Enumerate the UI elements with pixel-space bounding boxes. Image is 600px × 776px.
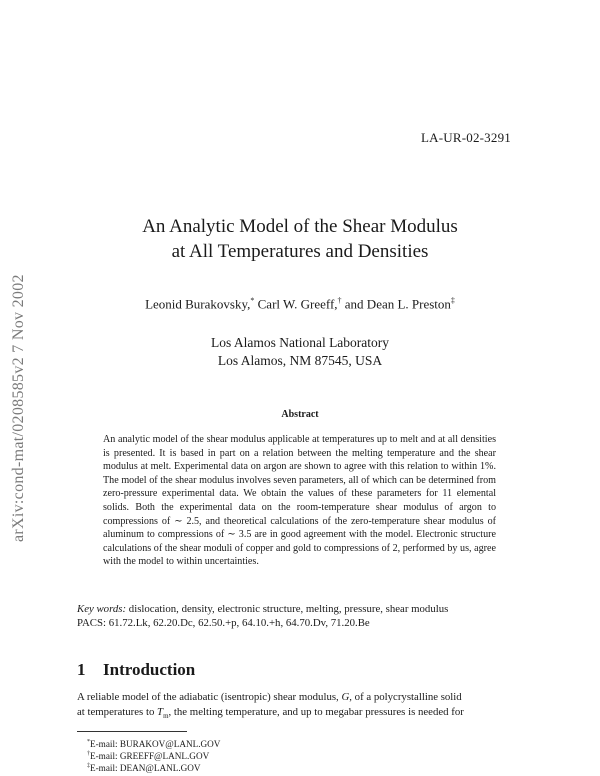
author-2: Carl W. Greeff,	[254, 296, 338, 312]
intro-text: A reliable model of the adiabatic (isentropic) shear modulus,	[77, 691, 342, 703]
intro-math: T	[157, 705, 164, 718]
intro-text: , of a polycrystalline solid	[349, 691, 462, 703]
keywords	[77, 602, 517, 616]
abstract-heading: Abstract	[281, 409, 319, 420]
author-3: and Dean L. Preston	[341, 296, 451, 312]
report-number: LA-UR-02-3291	[421, 130, 511, 145]
paper-title-line-2: at All Temperatures and Densities	[171, 241, 429, 262]
section-title: Introduction	[103, 660, 196, 679]
affiliation-line-2: Los Alamos, NM 87545, USA	[217, 353, 383, 368]
footnote-mark: ‡	[450, 296, 455, 305]
footnote-3	[87, 760, 201, 774]
author-list	[0, 296, 600, 312]
intro-paragraph	[77, 690, 521, 723]
footnote-text: E-mail: BURAKOV@LANL.GOV	[90, 739, 221, 750]
affiliation-line-1: Los Alamos National Laboratory	[210, 335, 390, 350]
pacs-codes: PACS: 61.72.Lk, 62.20.Dc, 62.50.+p, 64.10.+h, 64.70.Dv, 71.20.Be	[77, 617, 370, 629]
footnote-mark: †	[337, 296, 342, 305]
footnote-mark: ‡	[87, 763, 90, 769]
footnote-text: E-mail: GREEFF@LANL.GOV	[90, 751, 210, 762]
intro-math-subscript: m	[163, 711, 169, 720]
arxiv-stamp: arXiv:cond-mat/0208585v2 7 Nov 2002	[10, 274, 27, 542]
paper-title-line-1: An Analytic Model of the Shear Modulus	[142, 216, 458, 237]
footnote-text: E-mail: DEAN@LANL.GOV	[90, 763, 201, 774]
section-heading	[77, 660, 195, 680]
section-number: 1	[77, 660, 86, 679]
keywords-label: Key words:	[77, 603, 127, 615]
intro-text: at temperatures to	[77, 705, 158, 718]
intro-text: , the melting temperature, and up to megabar pressures is needed for	[168, 705, 464, 718]
footnote-mark: *	[250, 296, 255, 305]
keywords-text: dislocation, density, electronic structure, melting, pressure, shear modulus	[126, 603, 449, 615]
footnote-mark: †	[87, 751, 90, 757]
footnote-mark: *	[87, 739, 90, 745]
intro-math: G	[341, 691, 350, 703]
author-1: Leonid Burakovsky,	[145, 296, 251, 312]
abstract-text: An analytic model of the shear modulus applicable at temperatures up to melt and at all densities is presented. It is based in part on a relation between the melting temperature and the shear modulus at melt. Experimental data on argon are shown to agree with this relation to within 1%. The model of the shear modulus involves seven parameters, all of which can be determined from zero-pressure experimental data. We obtain the values of these parameters for 11 elemental solids. Both the experimental data on the room-temperature shear modulus of argon to compressions of ∼ 2.5, and theoretical calculations of the zero-temperature shear modulus of aluminum to compressions of ∼ 3.5 are in good agreement with the model. Electronic structure calculations of the shear moduli of copper and gold to compressions of 2, performed by us, agree with the model to within uncertainties.	[103, 434, 496, 568]
footnote-rule	[77, 731, 187, 732]
